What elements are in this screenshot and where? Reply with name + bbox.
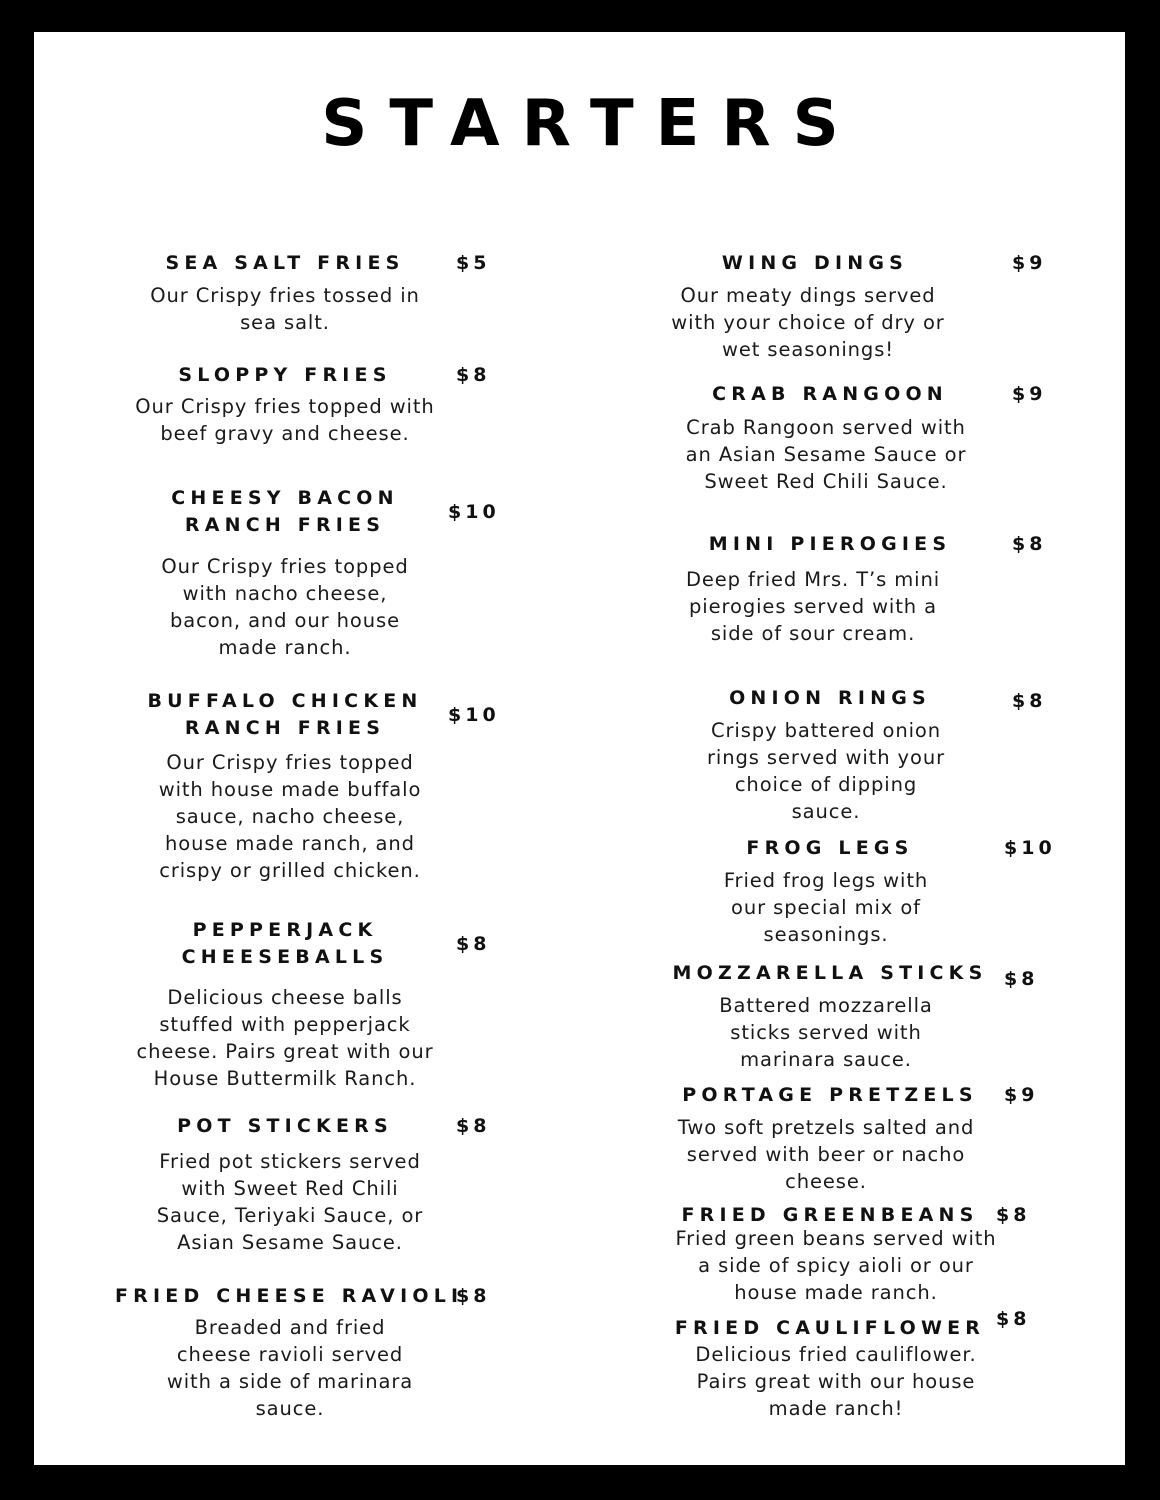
item-name-line: SLOPPY FRIES [178,364,392,386]
description-line: with a side of marinara [166,1370,414,1393]
item-price: $8 [1012,533,1047,555]
item-name-line: POT STICKERS [177,1115,393,1137]
description-line: choice of dipping [734,773,918,796]
description-line: Our Crispy fries topped [166,751,414,774]
item-name [125,688,445,742]
item-name [680,835,980,862]
description-line: House Buttermilk Ranch. [153,1067,417,1090]
description-line: crispy or grilled chicken. [159,859,421,882]
item-description [638,282,978,363]
description-line: Crispy battered onion [710,719,941,742]
description-line: cheese. Pairs great with our [136,1040,434,1063]
description-line: sauce. [791,800,861,823]
item-price: $10 [1004,837,1056,859]
description-line: rings served with your [706,746,946,769]
description-line: Our Crispy fries tossed in [150,284,420,307]
item-description [115,282,455,336]
item-description [115,1314,465,1422]
description-line: house made ranch, and [165,832,415,855]
item-name-line: WING DINGS [721,252,909,274]
item-description [656,992,996,1073]
item-price: $8 [456,933,491,955]
description-line: stuffed with pepperjack [159,1013,411,1036]
description-line: sticks served with [730,1021,922,1044]
description-line: side of sour cream. [710,622,916,645]
item-description [115,393,455,447]
item-name-line: SEA SALT FRIES [165,252,405,274]
description-line: Sauce, Teriyaki Sauce, or [156,1204,424,1227]
item-name-line: FROG LEGS [746,837,914,859]
description-line: bacon, and our house [170,609,400,632]
description-line: beef gravy and cheese. [160,422,410,445]
item-name [665,250,965,277]
item-price: $8 [456,1115,491,1137]
item-price: $9 [1012,383,1047,405]
item-name-line: CRAB RANGOON [712,383,948,405]
item-name-line: PORTAGE PRETZELS [682,1084,978,1106]
item-price: $5 [456,252,491,274]
item-name [665,1315,995,1342]
item-price: $9 [1012,252,1047,274]
description-line: pierogies served with a [689,595,937,618]
description-line: with Sweet Red Chili [181,1177,399,1200]
item-name-line: CHEESEBALLS [181,946,389,968]
description-line: with nacho cheese, [182,582,388,605]
item-description [656,1341,1016,1422]
description-line: with your choice of dry or [671,311,945,334]
item-name [125,250,445,277]
description-line: with house made buffalo [158,778,422,801]
item-name-line: RANCH FRIES [184,717,386,739]
item-name [675,685,985,712]
item-name [125,485,445,539]
item-description [651,414,1001,495]
item-name [125,1113,445,1140]
description-line: Asian Sesame Sauce. [177,1231,403,1254]
description-line: cheese. [785,1170,867,1193]
item-description [656,717,996,825]
item-name [125,362,445,389]
item-name [665,531,995,558]
description-line: wet seasonings! [722,338,894,361]
description-line: Delicious cheese balls [167,986,403,1009]
description-line: Pairs great with our house [696,1370,976,1393]
description-line: Battered mozzarella [719,994,933,1017]
description-line: sauce, nacho cheese, [175,805,405,828]
item-description [641,1114,1011,1195]
description-line: our special mix of [731,896,921,919]
description-line: a side of spicy aioli or our [698,1254,974,1277]
description-line: Sweet Red Chili Sauce. [704,470,948,493]
item-price: $8 [456,1285,491,1307]
item-price: $8 [1004,968,1039,990]
item-description [115,1148,465,1256]
item-name [660,960,1000,987]
description-line: made ranch. [218,636,352,659]
item-name [665,1082,995,1109]
description-line: Deep fried Mrs. T’s mini [685,568,941,591]
description-line: Crab Rangoon served with [686,416,966,439]
item-price: $8 [996,1204,1031,1226]
item-description [105,984,465,1092]
item-price: $8 [456,364,491,386]
menu-title: STARTERS [321,87,861,161]
item-price: $10 [448,704,500,726]
item-price: $8 [1012,690,1047,712]
item-description [643,566,983,647]
description-line: served with beer or nacho [686,1143,966,1166]
description-line: sauce. [255,1397,325,1420]
description-line: Breaded and fried [194,1316,386,1339]
item-price: $9 [1004,1084,1039,1106]
item-name [665,381,995,408]
item-name-line: MINI PIEROGIES [708,533,952,555]
description-line: Our meaty dings served [680,284,936,307]
description-line: Our Crispy fries topped with [135,395,435,418]
description-line: seasonings. [763,923,889,946]
description-line: cheese ravioli served [176,1343,404,1366]
description-line: Fried frog legs with [723,869,929,892]
item-name-line: CHEESY BACON [171,487,399,509]
item-price: $8 [996,1308,1031,1330]
description-line: marinara sauce. [740,1048,912,1071]
description-line: Delicious fried cauliflower. [695,1343,977,1366]
item-name-line: FRIED CHEESE RAVIOLI [115,1285,464,1307]
item-name-line: FRIED CAULIFLOWER [674,1317,986,1339]
description-line: an Asian Sesame Sauce or [685,443,967,466]
item-description [656,867,996,948]
description-line: house made ranch. [734,1281,938,1304]
description-line: made ranch! [768,1397,904,1420]
item-name-line: PEPPERJACK [192,919,378,941]
item-name-line: ONION RINGS [729,687,931,709]
item-description [115,749,465,884]
item-price: $10 [448,501,500,523]
description-line: Two soft pretzels salted and [677,1116,975,1139]
description-line: sea salt. [240,311,330,334]
description-line: Our Crispy fries topped [161,555,409,578]
item-description [651,1225,1021,1306]
item-name-line: MOZZARELLA STICKS [672,962,988,984]
item-description [115,553,455,661]
description-line: Fried green beans served with [675,1227,997,1250]
item-name [115,1283,464,1310]
item-name-line: FRIED GREENBEANS [681,1204,979,1226]
item-name-line: BUFFALO CHICKEN [147,690,423,712]
item-name [125,917,445,971]
item-name-line: RANCH FRIES [184,514,386,536]
description-line: Fried pot stickers served [159,1150,421,1173]
